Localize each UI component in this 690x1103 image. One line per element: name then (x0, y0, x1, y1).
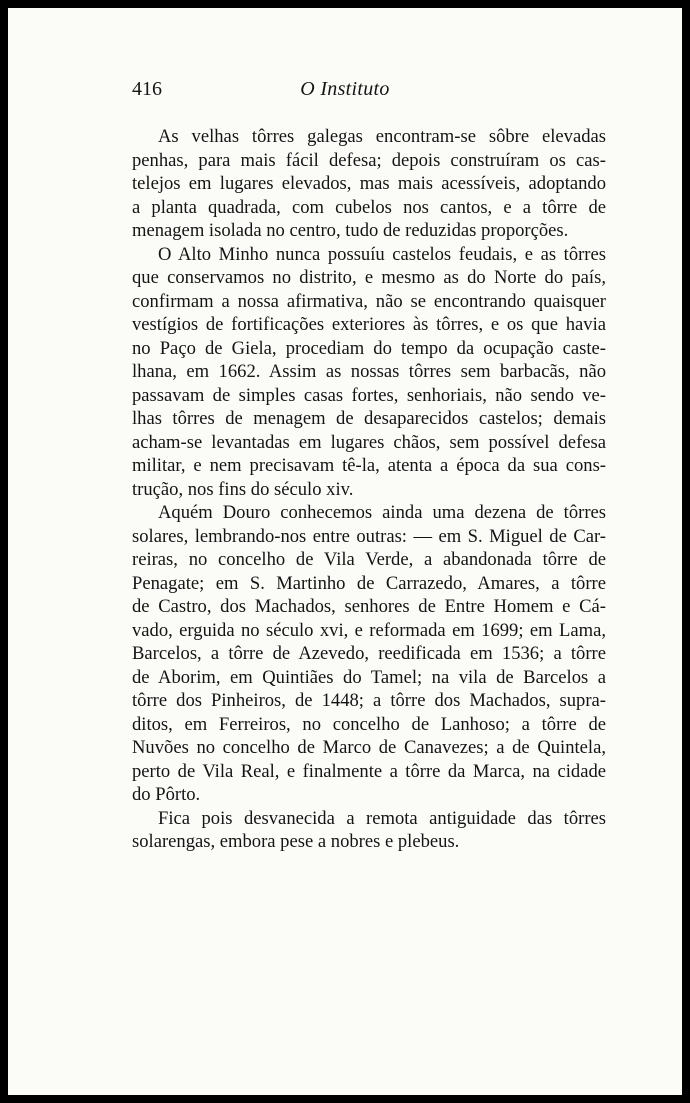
page-header (8, 78, 682, 108)
text-line: que conservamos no distrito, e mesmo as do Norte do país, (132, 267, 606, 288)
text-line: solarengas, embora pese a nobres e plebeus. (132, 831, 460, 852)
text-line: trução, nos fins do século xiv. (132, 478, 354, 500)
text-line: menagem isolada no centro, tudo de reduzidas proporções. (132, 220, 569, 241)
text-line: lhana, em 1662. Assim as nossas tôrres sem barbacãs, não (132, 361, 606, 382)
text-line: Fica pois desvanecida a remota antiguidade das tôrres (158, 807, 606, 829)
text-line: passavam de simples casas fortes, senhoriais, não sendo ve- (132, 384, 606, 406)
text-line: a planta quadrada, com cubelos nos cantos, e a tôrre de (132, 196, 606, 218)
text-line: Barcelos, a tôrre de Azevedo, reedificada em 1536; a tôrre (132, 643, 606, 664)
text-line: militar, e nem precisavam tê-la, atenta a época da sua cons- (132, 455, 606, 476)
text-line: lhas tôrres de menagem de desaparecidos castelos; demais (132, 408, 606, 429)
text-line: Nuvões no concelho de Marco de Canavezes; a de Quintela, (132, 737, 606, 758)
body-text (132, 125, 606, 854)
text-line: O Alto Minho nunca possuíu castelos feudais, e as tôrres (158, 243, 606, 265)
text-line: As velhas tôrres galegas encontram-se sôbre elevadas (158, 126, 606, 147)
text-line: penhas, para mais fácil defesa; depois construíram os cas- (132, 149, 606, 171)
text-line: perto de Vila Real, e finalmente a tôrre da Marca, na cidade (132, 760, 606, 782)
text-line: Penagate; em S. Martinho de Carrazedo, Amares, a tôrre (132, 572, 606, 594)
text-line: de Castro, dos Machados, senhores de Entre Homem e Cá- (132, 596, 606, 617)
text-line: vestígios de fortificações exteriores às tôrres, e os que havia (132, 314, 606, 335)
running-title: O Instituto (300, 78, 390, 100)
text-line: confirmam a nossa afirmativa, não se encontrando quaisquer (132, 290, 606, 312)
page-number: 416 (132, 78, 162, 100)
text-line: ditos, em Ferreiros, no concelho de Lanhoso; a tôrre de (132, 713, 606, 735)
text-line: de Aborim, em Quintiães do Tamel; na vila de Barcelos a (132, 666, 606, 688)
text-line: vado, erguida no século xvi, e reformada em 1699; em Lama, (132, 619, 606, 641)
text-line: do Pôrto. (132, 784, 201, 805)
text-line: Aquém Douro conhecemos ainda uma dezena de tôrres (158, 502, 606, 523)
text-line: acham-se levantadas em lugares chãos, sem possível defesa (132, 431, 606, 453)
text-line: tôrre dos Pinheiros, de 1448; a tôrre dos Machados, supra- (132, 690, 606, 711)
text-line: reiras, no concelho de Vila Verde, a abandonada tôrre de (132, 549, 606, 570)
text-line: no Paço de Giela, procediam do tempo da ocupação caste- (132, 337, 606, 359)
book-page (8, 8, 682, 1095)
text-line: solares, lembrando-nos entre outras: — em S. Miguel de Car- (132, 525, 606, 547)
text-line: telejos em lugares elevados, mas mais acessíveis, adoptando (132, 173, 606, 194)
